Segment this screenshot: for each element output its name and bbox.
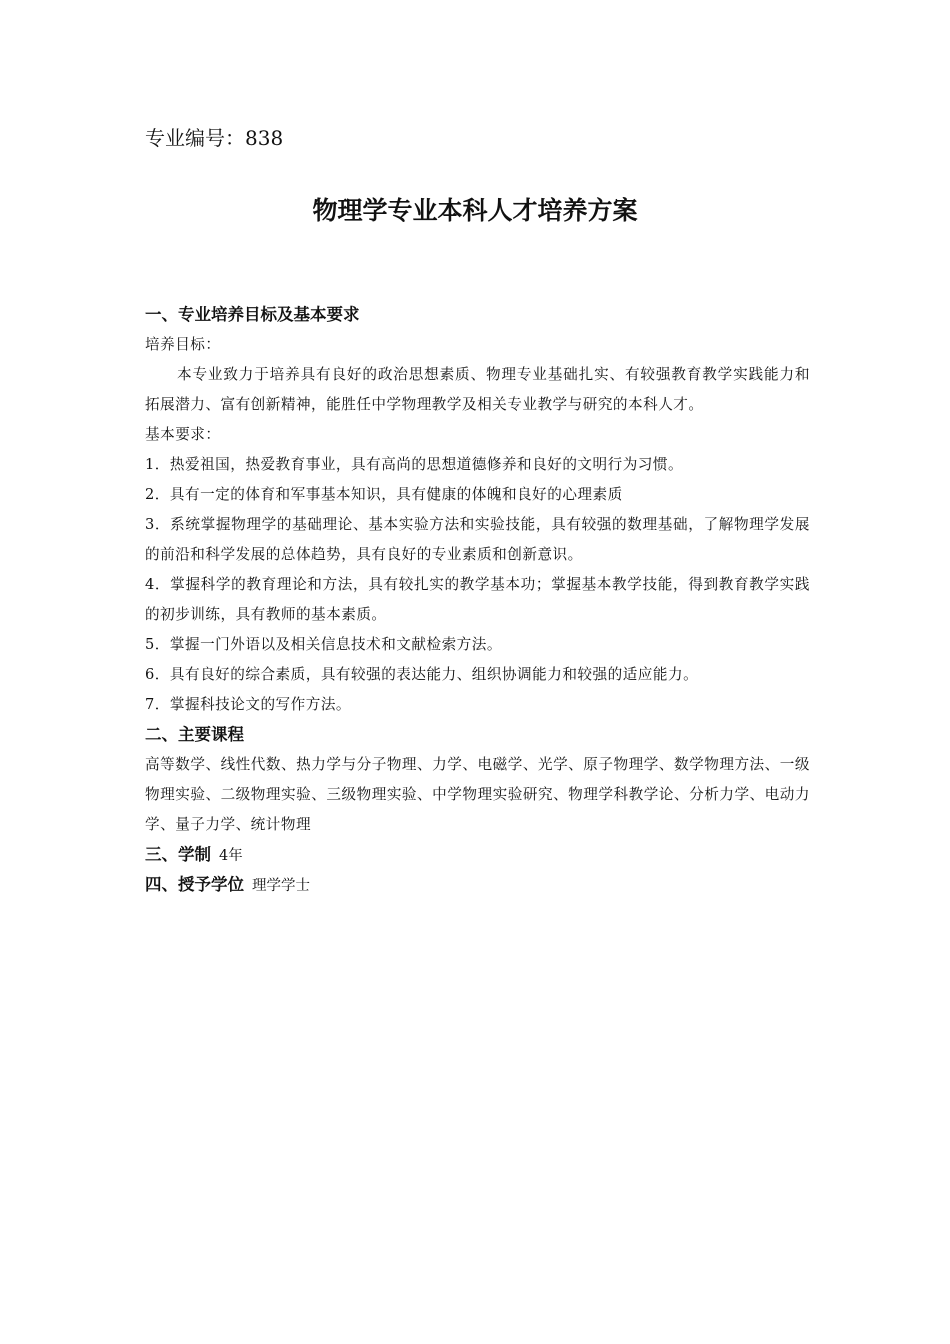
document-title: 物理学专业本科人才培养方案 [312,196,638,225]
section-heading-goals: 一、专业培养目标及基本要求 [145,305,360,324]
requirement-item: 4．掌握科学的教育理论和方法，具有较扎实的教学基本功；掌握基本教学技能，得到教育教学实践的初步训练，具有教师的基本素质。 [145,576,810,623]
requirements-label: 基本要求： [145,426,221,443]
section-degree [145,870,810,900]
document-body [145,300,810,900]
requirement-item: 5．掌握一门外语以及相关信息技术和文献检索方法。 [145,636,502,653]
requirement-item: 7．掌握科技论文的写作方法。 [145,696,352,713]
goal-label: 培养目标： [145,336,221,353]
section-heading-courses: 二、主要课程 [145,725,244,744]
requirement-item: 3．系统掌握物理学的基础理论、基本实验方法和实验技能，具有较强的数理基础，了解物理学发展的前沿和科学发展的总体趋势，具有良好的专业素质和创新意识。 [145,516,810,563]
requirement-item: 6．具有良好的综合素质，具有较强的表达能力、组织协调能力和较强的适应能力。 [145,666,699,683]
course-list: 高等数学、线性代数、热力学与分子物理、力学、电磁学、光学、原子物理学、数学物理方法、一级物理实验、二级物理实验、三级物理实验、中学物理实验研究、物理学科教学论、分析力学、电动力学、量子力学、统计物理 [145,756,810,833]
goal-text: 本专业致力于培养具有良好的政治思想素质、物理专业基础扎实、有较强教育教学实践能力和拓展潜力、富有创新精神，能胜任中学物理教学及相关专业教学与研究的本科人才。 [145,366,810,413]
degree-value: 理学学士 [252,878,310,894]
requirement-item: 1．热爱祖国，热爱教育事业，具有高尚的思想道德修养和良好的文明行为习惯。 [145,456,684,473]
section-duration [145,840,810,870]
requirement-item: 2．具有一定的体育和军事基本知识，具有健康的体魄和良好的心理素质 [145,486,623,503]
section-heading-degree: 四、授予学位 [145,875,244,894]
section-heading-duration: 三、学制 [145,845,211,864]
duration-value: 4年 [219,848,243,864]
major-code: 专业编号：838 [145,126,284,150]
